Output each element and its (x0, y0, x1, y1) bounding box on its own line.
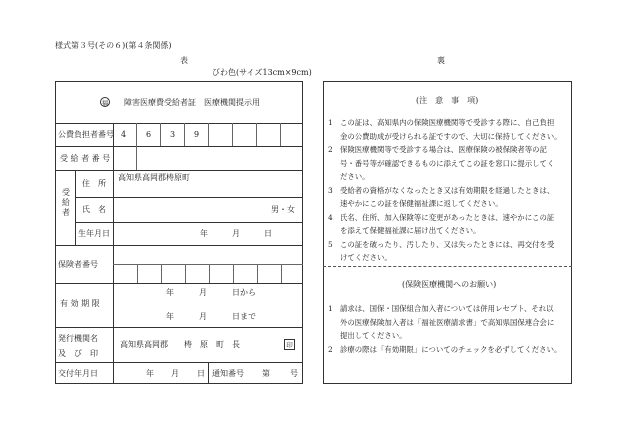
note-item (328, 238, 566, 265)
validity-to-month: 月 (199, 312, 207, 321)
divider (55, 146, 303, 147)
name-label: 氏 名 (82, 205, 106, 214)
note-item (328, 184, 566, 211)
divider (256, 123, 257, 146)
note-line: この証は、高知県内の保険医療機関等で受診する際に、自己負担 (340, 118, 555, 127)
note-number: 3 (328, 185, 333, 195)
divider (137, 264, 138, 283)
notice-number-label: 通知番号 (212, 369, 244, 378)
divider (113, 123, 114, 384)
issue-date-year-unit: 年 (146, 369, 154, 378)
card-title: 障害医療費受給者証 医療機関提示用 (124, 98, 260, 107)
note-number: 5 (328, 239, 333, 249)
divider (75, 170, 76, 245)
address-value: 高知県高岡郡梼原町 (118, 173, 190, 182)
note-item (328, 143, 566, 184)
request-number: 2 (328, 344, 333, 354)
divider (161, 264, 162, 283)
note-item (328, 211, 566, 238)
validity-label: 有 効 期 限 (60, 299, 100, 308)
note-line: 号・番号等が確認できるものに添えてこの証を窓口に提示してく (340, 158, 555, 168)
insured-number-label: 保険者番号 (58, 260, 98, 269)
validity-to-year: 年 (166, 312, 174, 321)
divider (55, 283, 303, 284)
card-color-note: びわ色(サイズ13cm×9cm) (212, 68, 312, 77)
divider (185, 264, 186, 283)
note-line: けてください。 (340, 253, 392, 262)
validity-from-day: 日から (232, 288, 256, 297)
welfare-seal-icon: 福 (101, 99, 109, 107)
issue-date-day-unit: 日 (197, 369, 205, 378)
public-expense-digit: 9 (194, 130, 200, 139)
divider (281, 264, 282, 283)
form-number: 様式第３号(その６)(第４条関係) (55, 41, 172, 50)
divider (113, 264, 303, 265)
notes-title: (注 意 事 項) (416, 96, 479, 105)
public-expense-digit: 6 (146, 130, 152, 139)
note-line: を添えて保健福祉課に届け出てください。 (340, 226, 481, 235)
request-line: 提出してください。 (340, 331, 407, 340)
notice-number-unit: 第 (262, 369, 270, 378)
issuer-label-line1: 発行機関名 (58, 334, 98, 343)
divider (55, 170, 303, 171)
request-item (328, 302, 566, 343)
birthdate-month-unit: 月 (232, 229, 240, 238)
note-line: ださい。 (340, 172, 370, 181)
issuer-label-line2: 及 び 印 (58, 349, 98, 358)
divider (280, 123, 281, 146)
note-number: 2 (328, 145, 333, 154)
divider (208, 362, 209, 384)
divider (55, 123, 303, 124)
request-line: 外の医療保険加入者は「福祉医療請求書」で高知県国保連合会に (340, 317, 555, 327)
notice-number-suffix: 号 (290, 369, 298, 378)
requests-list (328, 302, 566, 356)
recipient-group-label (62, 188, 71, 218)
notes-list (328, 116, 566, 265)
divider (232, 123, 233, 146)
validity-to-day: 日まで (232, 312, 256, 321)
request-line: 診療の際は「有効期限」についてのチェックを必ずしてください。 (340, 344, 562, 354)
validity-from-month: 月 (199, 288, 207, 297)
recipient-number-label: 受 給 者 番 号 (60, 154, 111, 163)
request-title: (保険医療機関へのお願い) (402, 280, 497, 289)
birthdate-year-unit: 年 (200, 229, 208, 238)
request-line: 請求は、国保・国保組合加入者については併用レセプト、それ以 (340, 304, 554, 313)
note-line: 氏名、住所、加入保険等に変更があったときは、速やかにこの証 (340, 212, 555, 222)
issuer-value: 高知県高岡郡 梼 原 町 長 (120, 340, 240, 349)
divider (209, 264, 210, 283)
note-number: 4 (328, 212, 333, 222)
issue-date-month-unit: 月 (171, 369, 179, 378)
divider (136, 146, 137, 170)
front-side-label: 表 (180, 56, 188, 65)
gender-value: 男・女 (271, 205, 295, 214)
request-item (328, 343, 566, 357)
public-expense-digit: 4 (121, 130, 127, 139)
divider (257, 264, 258, 283)
recipient-group-text: 受給者 (62, 188, 70, 217)
divider (55, 327, 303, 328)
public-expense-digit: 3 (170, 130, 176, 139)
note-line: 金の公費助成が受けられる証ですので、大切に保持してください。 (340, 131, 562, 141)
divider (233, 264, 234, 283)
note-line: 速やかにこの証を保健福祉課に返してください。 (340, 199, 503, 208)
official-stamp-icon: 印 (284, 339, 295, 350)
back-side-label: 裏 (437, 56, 445, 65)
request-number: 1 (328, 304, 333, 313)
divider (184, 123, 185, 146)
divider (55, 362, 303, 363)
birthdate-day-unit: 日 (264, 229, 272, 238)
dashed-divider (323, 266, 572, 267)
divider (75, 197, 303, 198)
divider (55, 245, 303, 246)
divider (160, 123, 161, 146)
note-number: 1 (328, 118, 333, 127)
note-line: 受給者の資格がなくなったとき又は有効期限を経過したときは、 (340, 185, 555, 195)
divider (75, 222, 303, 223)
divider (136, 123, 137, 146)
public-expense-label: 公費負担者番号 (58, 130, 114, 139)
address-label: 住 所 (82, 179, 106, 188)
issue-date-label: 交付年月日 (58, 369, 98, 378)
note-item (328, 116, 566, 143)
note-line: 保険医療機関等で受診する場合は、医療保険の被保険者等の記 (340, 145, 547, 154)
note-line: この証を破ったり、汚したり、又は失ったときには、再交付を受 (340, 239, 555, 249)
divider (208, 123, 209, 146)
validity-from-year: 年 (166, 288, 174, 297)
birthdate-label: 生年月日 (78, 229, 110, 238)
